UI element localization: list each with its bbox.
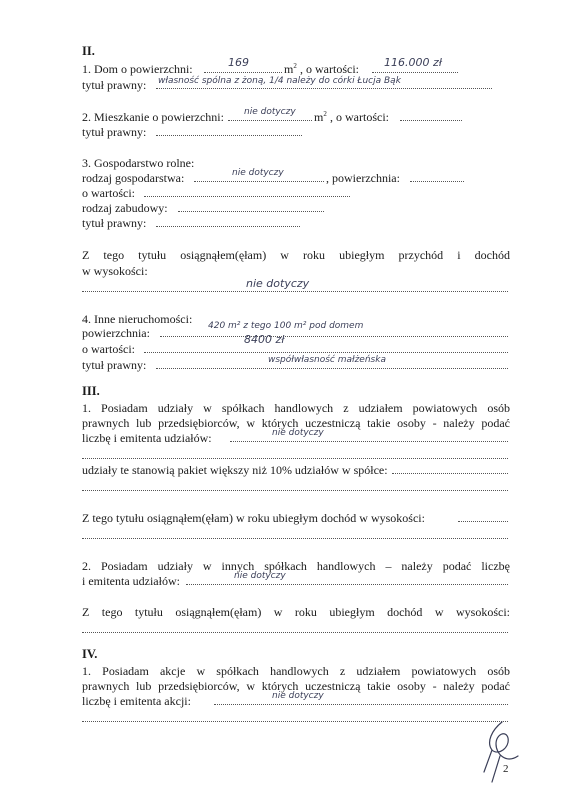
house-title-value: własność spólna z żoną, 1/4 należy do córki Łucja Bąk — [158, 76, 401, 86]
shares-item1-income-label: Z tego tytułu osiągnąłem(ęłam) w roku ubiegłym dochód w wysokości: — [82, 511, 425, 525]
stocks-item1-line2: prawnych lub przedsiębiorców, w których uczestniczą takie osoby - należy podać — [82, 679, 510, 693]
house-value: 116.000 zł — [384, 56, 442, 69]
stocks-item1-value: nie dotyczy — [272, 691, 324, 701]
signature-scribble — [470, 712, 530, 784]
shares-stake-label: udziały te stanowią pakiet większy niż 10% udziałów w spółce: — [82, 463, 388, 477]
apartment-value-field — [400, 110, 462, 121]
house-area-label: 1. Dom o powierzchni: — [82, 62, 193, 76]
apartment-area-label: 2. Mieszkanie o powierzchni: — [82, 110, 224, 124]
farm-buildings-label: rodzaj zabudowy: — [82, 201, 168, 215]
farm-income-text-line1: Z tego tytułu osiągnąłem(ęłam) w roku ubiegłym przychód i dochód — [82, 248, 510, 262]
shares-item1-line1: 1. Posiadam udziały w spółkach handlowych z udziałem powiatowych osób — [82, 401, 510, 415]
shares-item1-extra-field — [82, 448, 508, 459]
other-property-label: 4. Inne nieruchomości: — [82, 312, 193, 326]
stocks-item1-field — [214, 694, 508, 705]
shares-item2-line1: 2. Posiadam udziały w innych spółkach handlowych – należy podać liczbę — [82, 559, 510, 573]
apartment-value-label: , o wartości: — [330, 110, 389, 124]
other-property-title-label: tytuł prawny: — [82, 358, 147, 372]
farm-buildings-field — [178, 201, 324, 212]
apartment-title-label: tytuł prawny: — [82, 125, 147, 139]
house-title-label: tytuł prawny: — [82, 78, 147, 92]
farm-income-value: nie dotyczy — [246, 277, 310, 290]
apartment-area-value: nie dotyczy — [244, 107, 296, 117]
other-property-value: 8400 zł — [244, 333, 285, 346]
page-number: 2 — [503, 763, 509, 775]
other-property-area-value: 420 m² z tego 100 m² pod domem — [208, 321, 364, 331]
farm-type-label: rodzaj gospodarstwa: — [82, 171, 185, 185]
farm-area-field — [410, 171, 464, 182]
house-area-unit: $m^2$ — [284, 62, 297, 76]
farm-title-field — [156, 216, 300, 227]
section-iii-heading: III. — [82, 384, 100, 398]
shares-item2-value: nie dotyczy — [234, 571, 286, 581]
shares-stake-field — [392, 463, 508, 474]
shares-item1-line3: liczbę i emitenta udziałów: — [82, 431, 212, 445]
apartment-area-unit: $m^2$ — [314, 110, 327, 124]
other-property-area-label: powierzchnia: — [82, 326, 150, 340]
farm-value-field — [144, 186, 350, 197]
shares-item1-line2: prawnych lub przedsiębiorców, w których uczestniczą takie osoby - należy podać — [82, 416, 510, 430]
stocks-item1-line1: 1. Posiadam akcje w spółkach handlowych z udziałem powiatowych osób — [82, 664, 510, 678]
stocks-item1-line3: liczbę i emitenta akcji: — [82, 694, 191, 708]
farm-area-label: , powierzchnia: — [326, 171, 400, 185]
apartment-title-field — [156, 125, 302, 136]
shares-item2-income-field — [82, 622, 508, 633]
stocks-item1-extra-field — [82, 711, 508, 722]
shares-item1-income-field — [458, 511, 508, 522]
shares-item2-line2: i emitenta udziałów: — [82, 574, 180, 588]
farm-type-value: nie dotyczy — [232, 168, 284, 178]
section-iv-heading: IV. — [82, 647, 98, 661]
house-area-value: 169 — [228, 56, 249, 69]
farm-label: 3. Gospodarstwo rolne: — [82, 156, 195, 170]
farm-value-label: o wartości: — [82, 186, 135, 200]
shares-item1-value: nie dotyczy — [272, 428, 324, 438]
other-property-title-value: współwłasność małżeńska — [268, 355, 386, 365]
house-value-label: , o wartości: — [300, 62, 359, 76]
shares-item1-income-extra-field — [82, 528, 508, 539]
shares-item2-income-label: Z tego tytułu osiągnąłem(ęłam) w roku ubiegłym dochód w wysokości: — [82, 605, 510, 619]
farm-income-text-line2: w wysokości: — [82, 264, 148, 278]
section-ii-heading: II. — [82, 44, 95, 58]
other-property-value-field — [144, 342, 508, 353]
other-property-value-label: o wartości: — [82, 342, 135, 356]
shares-stake-extra-field — [82, 480, 508, 491]
farm-title-label: tytuł prawny: — [82, 216, 147, 230]
